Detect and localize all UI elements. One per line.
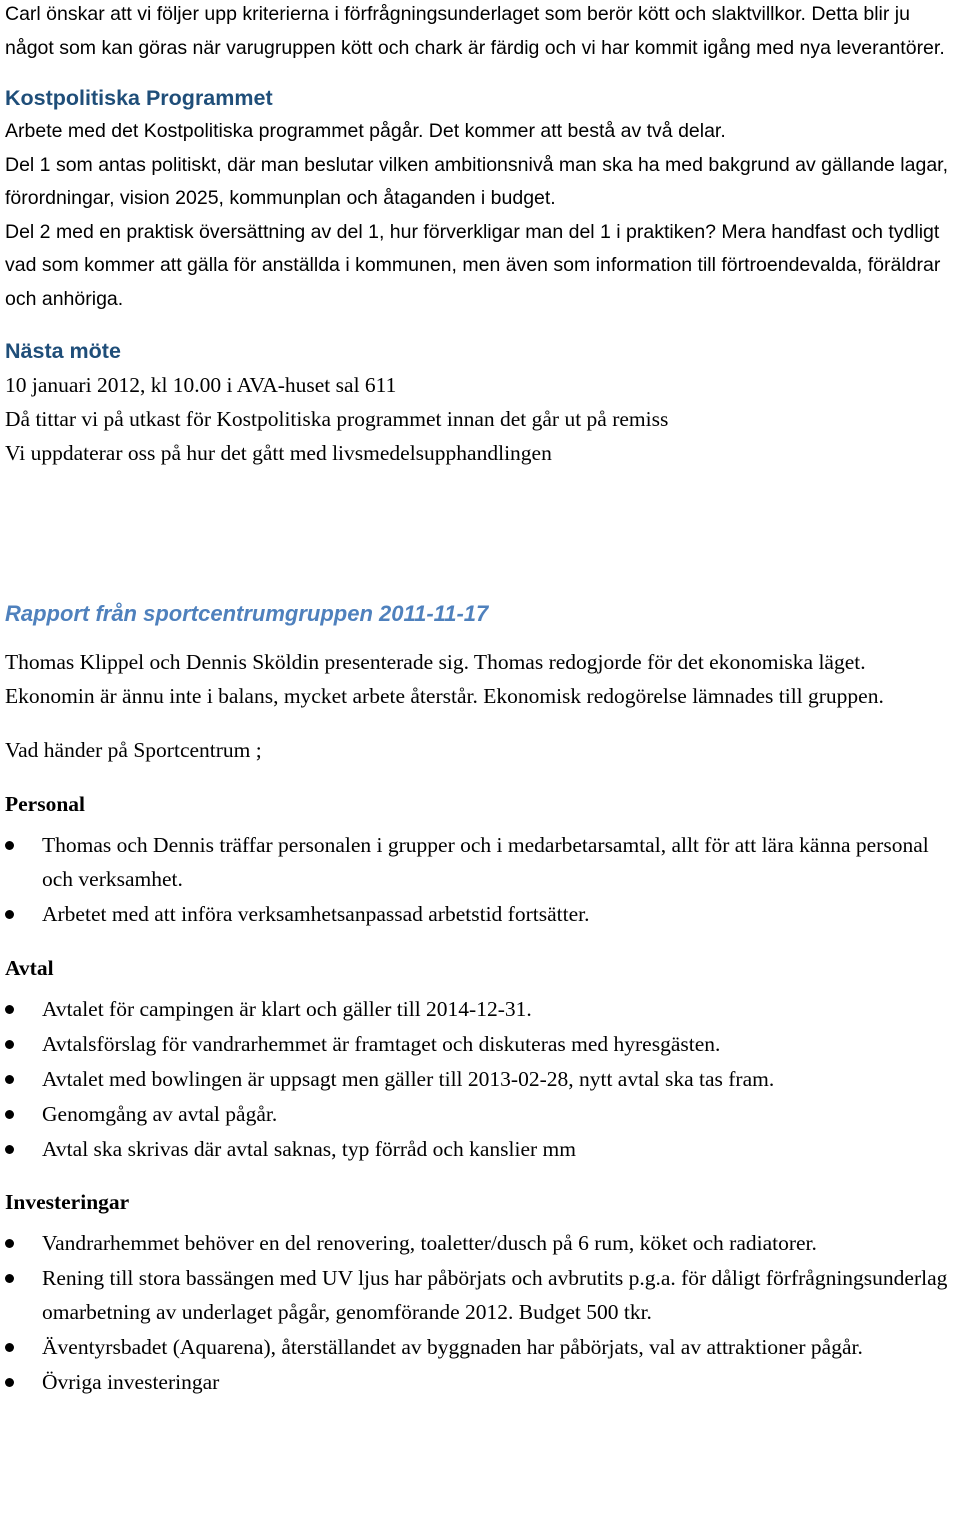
bullet-icon	[5, 910, 14, 919]
list-item: Avtalet för campingen är klart och gäller till 2014-12-31.	[5, 992, 957, 1026]
list-item: Thomas och Dennis träffar personalen i grupper och i medarbetarsamtal, allt för att lära känna personal och verksamhet.	[5, 828, 957, 896]
bullet-icon	[5, 1040, 14, 1049]
bullet-icon	[5, 1343, 14, 1352]
list-item: Övriga investeringar	[5, 1365, 957, 1399]
rapport-paragraph-1: Thomas Klippel och Dennis Sköldin presenterade sig. Thomas redogjorde för det ekonomiska läget. Ekonomin är ännu inte i balans, mycket arbete återstår. Ekonomisk redogörelse lämnades till gruppen.	[5, 650, 884, 708]
list-item: Äventyrsbadet (Aquarena), återställandet av byggnaden har påbörjats, val av attraktioner pågår.	[5, 1330, 957, 1364]
bullet-icon	[5, 841, 14, 850]
nasta-mote-line: 10 januari 2012, kl 10.00 i AVA-huset sal 611	[5, 373, 397, 397]
bullet-icon	[5, 1145, 14, 1154]
list-item: Avtalsförslag för vandrarhemmet är framtaget och diskuteras med hyresgästen.	[5, 1027, 957, 1061]
kostpolitiska-paragraph-2: Del 1 som antas politiskt, där man beslutar vilken ambitionsnivå man ska ha med bakgrund av gällande lagar, förordningar, vision 2025, kommunplan och åtaganden i budget.	[5, 153, 949, 209]
nasta-mote-line: Då tittar vi på utkast för Kostpolitiska programmet innan det går ut på remiss	[5, 407, 669, 431]
investeringar-heading: Investeringar	[5, 1190, 130, 1214]
kostpolitiska-paragraph-1: Arbete med det Kostpolitiska programmet pågår. Det kommer att bestå av två delar.	[5, 120, 726, 142]
personal-list	[5, 828, 957, 931]
list-item: Arbetet med att införa verksamhetsanpassad arbetstid fortsätter.	[5, 897, 957, 931]
investeringar-list	[5, 1226, 957, 1399]
avtal-list	[5, 992, 957, 1166]
kostpolitiska-paragraph-3: Del 2 med en praktisk översättning av del 1, hur förverkligar man del 1 i praktiken? Mera handfast och tydligt vad som kommer att gälla för anställda i kommunen, men även som information till förtroendevalda, föräldrar och anhöriga.	[5, 220, 941, 310]
kostpolitiska-heading: Kostpolitiska Programmet	[5, 86, 273, 110]
bullet-icon	[5, 1378, 14, 1387]
bullet-icon	[5, 1239, 14, 1248]
bullet-icon	[5, 1110, 14, 1119]
rapport-heading: Rapport från sportcentrumgruppen 2011-11-17	[5, 601, 489, 626]
document-page	[5, 0, 957, 1400]
intro-paragraph: Carl önskar att vi följer upp kriterierna i förfrågningsunderlaget som berör kött och slaktvillkor. Detta blir ju något som kan göras när varugruppen kött och chark är färdig och vi har kommit igång med nya leverantörer.	[5, 3, 945, 59]
list-item: Avtal ska skrivas där avtal saknas, typ förråd och kanslier mm	[5, 1132, 957, 1166]
rapport-paragraph-2: Vad händer på Sportcentrum ;	[5, 738, 262, 762]
list-item: Avtalet med bowlingen är uppsagt men gäller till 2013-02-28, nytt avtal ska tas fram.	[5, 1062, 957, 1096]
list-item: Genomgång av avtal pågår.	[5, 1097, 957, 1131]
list-item: Vandrarhemmet behöver en del renovering, toaletter/dusch på 6 rum, köket och radiatorer.	[5, 1226, 957, 1260]
list-item: Rening till stora bassängen med UV ljus har påbörjats och avbrutits p.g.a. för dåligt förfrågningsunderlag omarbetning av underlaget pågår, genomförande 2012. Budget 500 tkr.	[5, 1261, 957, 1329]
nasta-mote-line: Vi uppdaterar oss på hur det gått med livsmedelsupphandlingen	[5, 441, 552, 465]
personal-heading: Personal	[5, 792, 86, 816]
bullet-icon	[5, 1075, 14, 1084]
avtal-heading: Avtal	[5, 956, 54, 980]
bullet-icon	[5, 1005, 14, 1014]
nasta-mote-heading: Nästa möte	[5, 339, 121, 363]
bullet-icon	[5, 1274, 14, 1283]
